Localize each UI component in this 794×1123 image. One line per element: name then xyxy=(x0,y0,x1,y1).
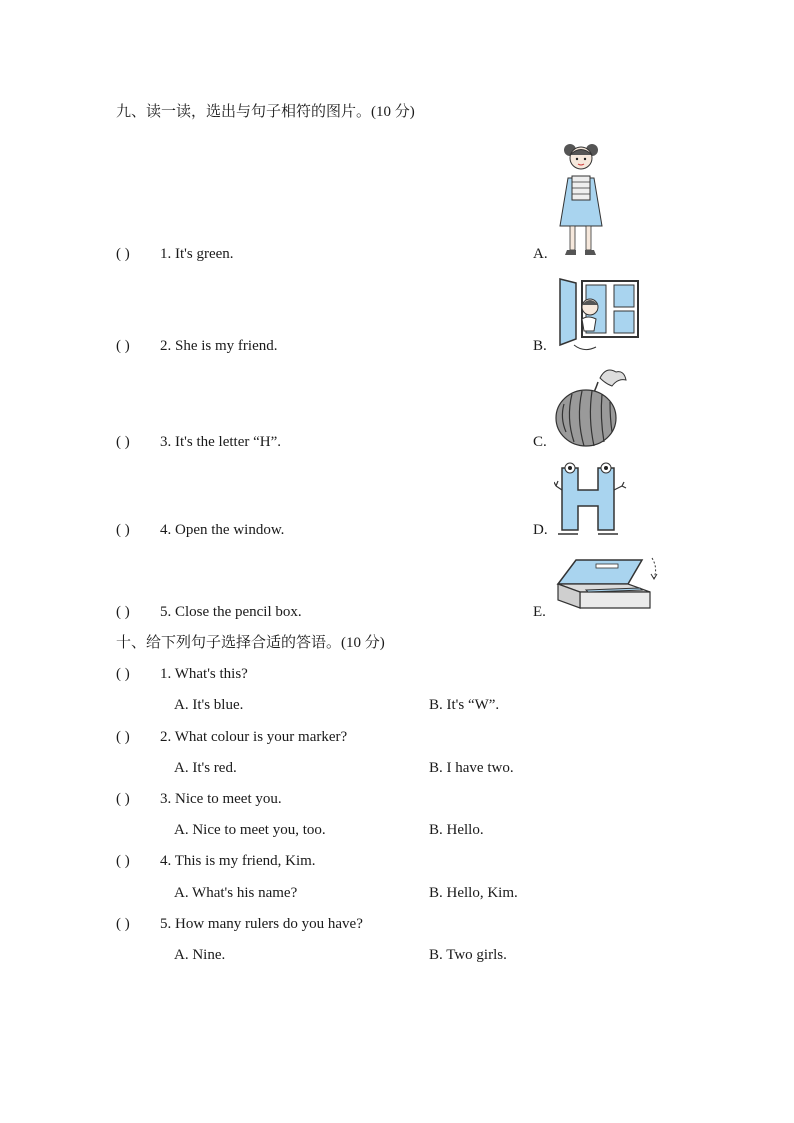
s9-picture-a-letter: A. xyxy=(533,246,548,262)
open-pencil-box-icon xyxy=(554,552,664,616)
girl-at-window-icon xyxy=(556,275,642,355)
s9-item-4-text: 4. Open the window. xyxy=(160,522,285,538)
s9-picture-b-letter: B. xyxy=(533,338,547,354)
s10-item-1-question: 1. What's this? xyxy=(160,666,248,682)
s10-item-2-option-b: B. I have two. xyxy=(429,760,514,776)
s10-item-4-option-a: A. What's his name? xyxy=(174,885,298,901)
s10-item-1-option-a: A. It's blue. xyxy=(174,697,244,713)
letter-h-character-icon xyxy=(554,462,630,536)
s10-item-5-option-a: A. Nine. xyxy=(174,947,226,963)
s10-item-3-question: 3. Nice to meet you. xyxy=(160,791,282,807)
s10-item-3-bracket[interactable]: ( ) xyxy=(116,791,130,807)
section10-title: 十、给下列句子选择合适的答语。(10 分) xyxy=(116,635,385,651)
s10-item-5-option-b: B. Two girls. xyxy=(429,947,507,963)
girl-holding-books-icon xyxy=(550,138,612,258)
s10-item-1-option-b: B. It's “W”. xyxy=(429,697,500,713)
s9-item-1-bracket[interactable]: ( ) xyxy=(116,246,130,262)
s9-picture-c-letter: C. xyxy=(533,434,547,450)
s9-item-4-bracket[interactable]: ( ) xyxy=(116,522,130,538)
s9-item-5-bracket[interactable]: ( ) xyxy=(116,604,130,620)
s9-item-3-bracket[interactable]: ( ) xyxy=(116,434,130,450)
s9-item-1-text: 1. It's green. xyxy=(160,246,234,262)
s10-item-4-option-b: B. Hello, Kim. xyxy=(429,885,518,901)
s10-item-2-bracket[interactable]: ( ) xyxy=(116,729,130,745)
s9-item-5-text: 5. Close the pencil box. xyxy=(160,604,302,620)
s10-item-3-option-a: A. Nice to meet you, too. xyxy=(174,822,326,838)
s9-picture-e-letter: E. xyxy=(533,604,546,620)
s10-item-5-question: 5. How many rulers do you have? xyxy=(160,916,363,932)
s9-item-2-bracket[interactable]: ( ) xyxy=(116,338,130,354)
s10-item-2-question: 2. What colour is your marker? xyxy=(160,729,348,745)
s10-item-3-option-b: B. Hello. xyxy=(429,822,484,838)
s9-picture-d-letter: D. xyxy=(533,522,548,538)
s10-item-4-bracket[interactable]: ( ) xyxy=(116,853,130,869)
s10-item-1-bracket[interactable]: ( ) xyxy=(116,666,130,682)
s10-item-4-question: 4. This is my friend, Kim. xyxy=(160,853,316,869)
watermelon-icon xyxy=(554,366,630,448)
s10-item-2-option-a: A. It's red. xyxy=(174,760,237,776)
section9-title: 九、读一读，选出与句子相符的图片。(10 分) xyxy=(116,104,415,120)
s9-item-3-text: 3. It's the letter “H”. xyxy=(160,434,281,450)
s9-item-2-text: 2. She is my friend. xyxy=(160,338,278,354)
s10-item-5-bracket[interactable]: ( ) xyxy=(116,916,130,932)
